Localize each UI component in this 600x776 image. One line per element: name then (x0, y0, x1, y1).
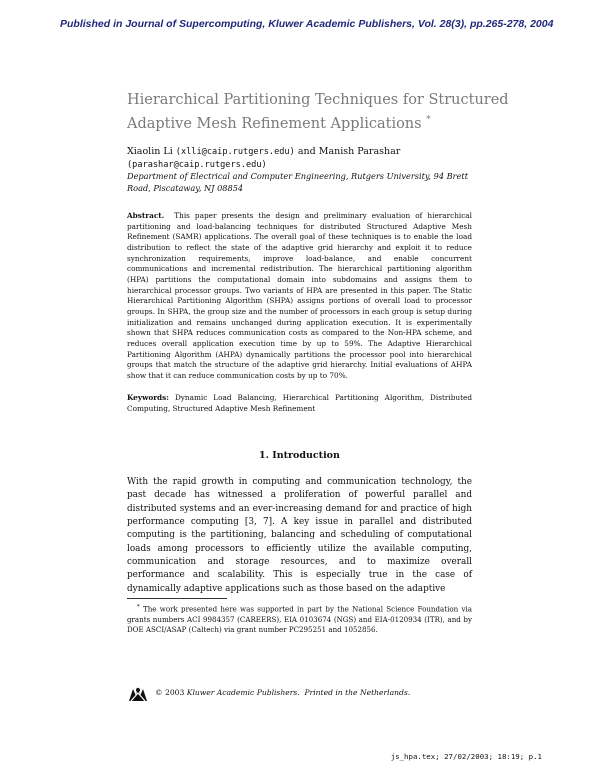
page-footer: js_hpa.tex; 27/02/2003; 18:19; p.1 (390, 752, 542, 761)
author-name: Xiaolin Li (127, 146, 173, 157)
authors-block (127, 146, 487, 171)
paper-title (127, 90, 527, 134)
footnote-rule (127, 598, 227, 599)
copyright-printed: Printed in the Netherlands. (304, 688, 411, 697)
abstract (127, 211, 472, 382)
title-footnote-mark: * (426, 115, 431, 125)
author-email[interactable]: (parashar@caip.rutgers.edu) (127, 159, 267, 170)
author-email[interactable]: (xlli@caip.rutgers.edu) (175, 147, 295, 157)
abstract-text: This paper presents the design and preliminary evaluation of hierarchical partitioning and load-balancing techniques for distributed Structured Adaptive Mesh Refinement (SAMR) applications. The overall goal of these techniques is to enable the load distribution to reflect the state of the adaptive grid hierarchy and exploit it to reduce synchronization requirements, improve load-balance, and enable concurrent communications and incremental redistribution. The hierarchical partitioning algorithm (HPA) partitions the computational domain into subdomains and assigns them to hierarchical processor groups. Two variants of HPA are presented in this paper. The Static Hierarchical Partitioning Algorithm (SHPA) assigns portions of overall load to processor groups. In SHPA, the group size and the number of processors in each group is setup during initialization and remains unchanged during application execution. It is experimentally shown that SHPA reduces communication costs as compared to the Non-HPA scheme, and reduces overall application execution time by up to 59%. The Adaptive Hierarchical Partitioning Algorithm (AHPA) dynamically partitions the processor pool into hierarchical groups that match the structure of the adaptive grid hierarchy. Initial evaluations of AHPA show that it can reduce communication costs by up to 70%. (127, 211, 472, 380)
keywords-text: Dynamic Load Balancing, Hierarchical Partitioning Algorithm, Distributed Computing, Structured Adaptive Mesh Refinement (127, 393, 472, 413)
affiliation: Department of Electrical and Computer Engineering, Rutgers University, 94 Brett Road, Piscataway, NJ 08854 (127, 171, 468, 193)
kluwer-logo-icon (127, 683, 149, 705)
copyright-row (127, 683, 472, 705)
abstract-label: Abstract. (127, 211, 165, 220)
author-conjunction: and (297, 146, 316, 157)
publication-header: Published in Journal of Supercomputing, Kluwer Academic Publishers, Vol. 28(3), pp.265-278, 2004 (60, 18, 554, 30)
copyright-symbol: © (155, 688, 163, 697)
footnote-mark: * (136, 604, 140, 610)
introduction-paragraph: With the rapid growth in computing and communication technology, the past decade has witnessed a proliferation of powerful parallel and distributed systems and an ever-increasing demand for and practice of high performance computing [3, 7]. A key issue in parallel and distributed computing is the partitioning, balancing and scheduling of computational loads among processors to efficiently utilize the available computing, communication and storage resources, and to maximize overall performance and scalability. This is especially true in the case of dynamically adaptive applications such as those based on the adaptive (127, 477, 472, 594)
section-heading: 1. Introduction (259, 450, 340, 461)
copyright-text (155, 688, 410, 697)
author-name: Manish Parashar (318, 146, 401, 157)
keywords-label: Keywords: (127, 393, 169, 402)
copyright-publisher: Kluwer Academic Publishers. (186, 688, 300, 697)
footnote (127, 602, 472, 636)
paper-title-text: Hierarchical Partitioning Techniques for Structured Adaptive Mesh Refinement Applications (127, 92, 509, 132)
footnote-text: The work presented here was supported in part by the National Science Foundation via grants numbers ACI 9984357 (CAREERS), EIA 0103674 (NGS) and EIA-0120934 (ITR), and by DOE ASCI/ASAP (Caltech) via grant number PC295251 and 1052856. (127, 604, 472, 635)
copyright-year: 2003 (165, 688, 185, 697)
keywords (127, 393, 472, 414)
